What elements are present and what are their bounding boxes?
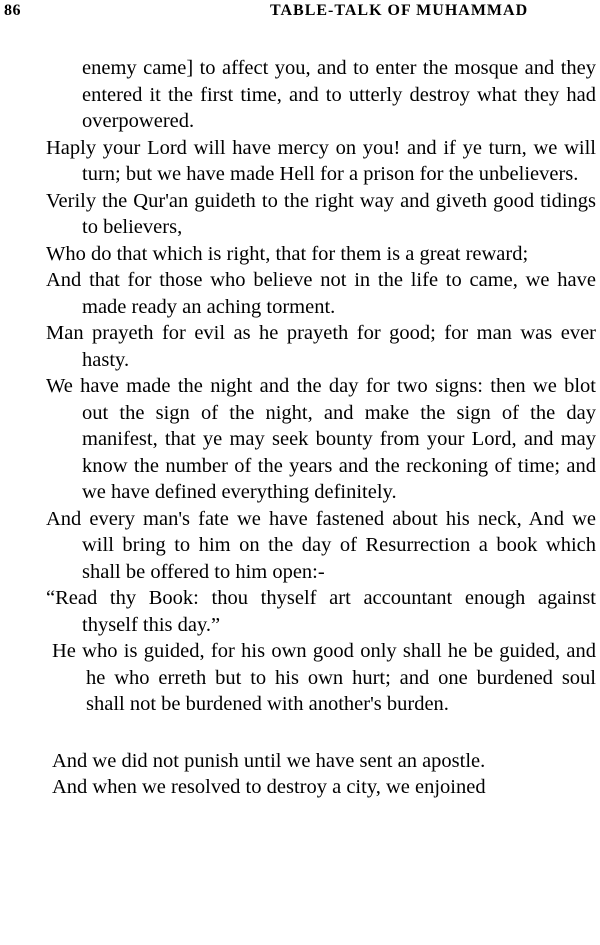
verse-paragraph: “Read thy Book: thou thyself art accountant enough against thyself this day.” (46, 587, 596, 636)
verse-paragraph: And we did not punish until we have sent an apostle. (52, 749, 486, 772)
verse-paragraph: We have made the night and the day for two signs: then we blot out the sign of the night, and make the sign of the day manifest, that ye may seek bounty from your Lord, and may know the number of the years and the reckoning of time; and we have defined everything definitely. (46, 375, 596, 503)
verse-paragraph: He who is guided, for his own good only shall he be guided, and he who erreth but to his own hurt; and one burdened soul shall not be burdened with another's burden. (52, 640, 596, 715)
verse-paragraph: And when we resolved to destroy a city, we enjoined (52, 776, 486, 798)
verse-paragraph: And that for those who believe not in the life to came, we have made ready an aching torment. (46, 269, 596, 318)
verse-paragraph: Who do that which is right, that for them is a great reward; (46, 242, 529, 265)
verse-paragraph: Verily the Qur'an guideth to the right way and giveth good tidings to believers, (46, 189, 596, 238)
page-header (0, 0, 600, 26)
verse-paragraph: enemy came] to affect you, and to enter the mosque and they entered it the first time, and to utterly destroy what they had overpowered. (82, 57, 596, 132)
verse-block (0, 55, 600, 801)
page-number: 86 (4, 2, 21, 19)
running-head: TABLE-TALK OF MUHAMMAD (270, 2, 529, 19)
verse-paragraph: Haply your Lord will have mercy on you! and if ye turn, we will turn; but we have made Hell for a prison for the unbelievers. (46, 136, 596, 185)
verse-paragraph: And every man's fate we have fastened about his neck, And we will bring to him on the day of Resurrection a book which shall be offered to him open:- (46, 507, 596, 583)
verse-paragraph: Man prayeth for evil as he prayeth for good; for man was ever hasty. (46, 322, 596, 371)
